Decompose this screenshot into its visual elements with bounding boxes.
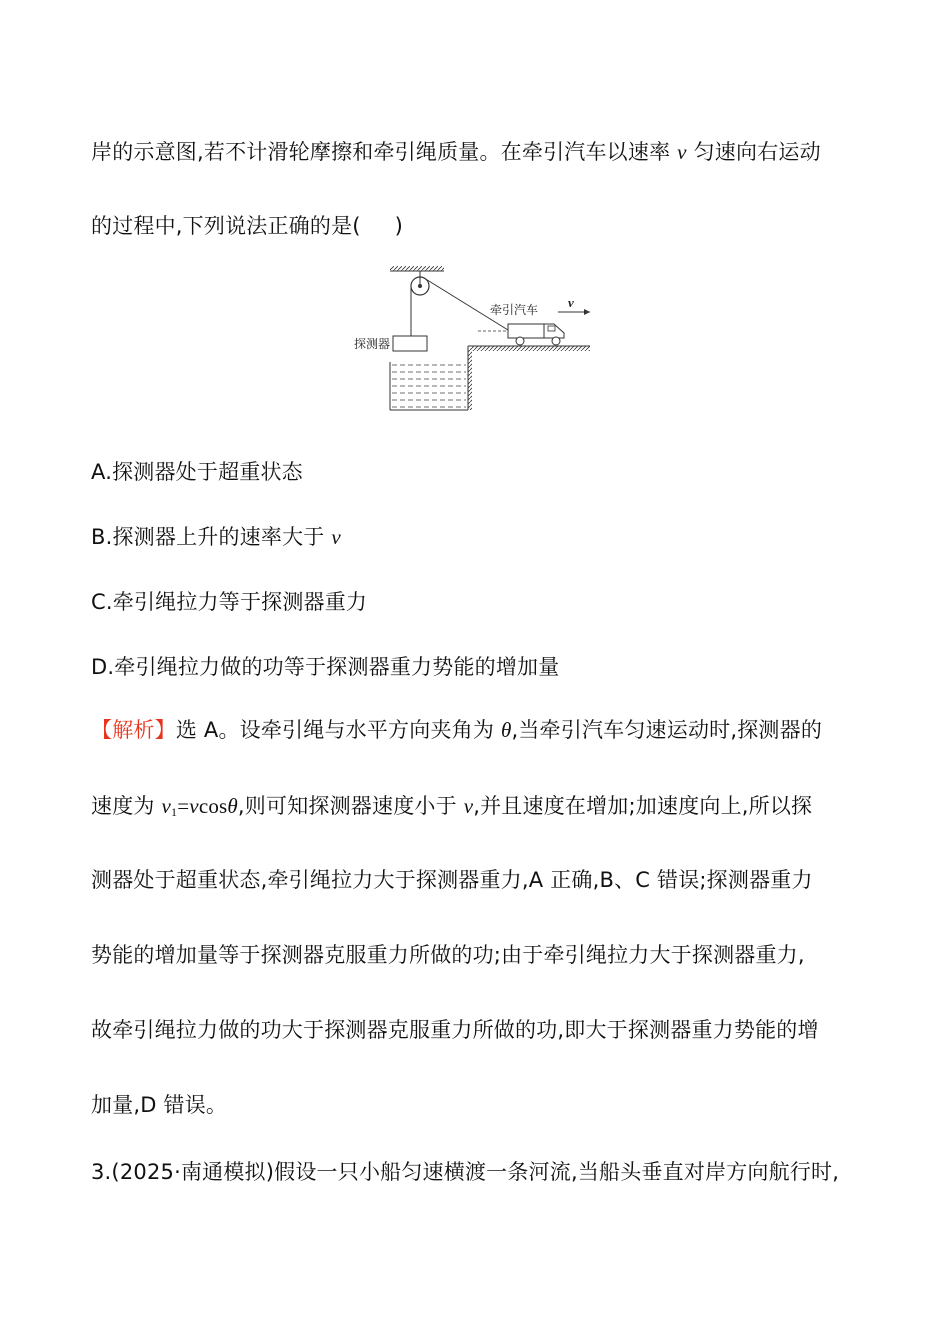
bank-wall-hatch: [468, 348, 472, 410]
analysis-line-6: [91, 1091, 861, 1119]
analysis-line-5: [91, 1016, 861, 1044]
theta-symbol-2: θ: [227, 794, 238, 818]
option-a-text: A.探测器处于超重状态: [91, 460, 303, 484]
velocity-arrow-head: [584, 309, 590, 315]
question-text-1a: 岸的示意图,若不计滑轮摩擦和牵引绳质量。在牵引汽车以速率: [91, 140, 671, 164]
option-b: [91, 523, 861, 551]
v-symbol-2: v: [463, 794, 474, 818]
question-text-2a: 的过程中,下列说法正确的是(: [91, 214, 361, 238]
water-surface: [392, 365, 466, 407]
next-question-text: 3.(2025·南通模拟)假设一只小船匀速横渡一条河流,当船头垂直对岸方向航行时,: [91, 1160, 840, 1184]
pulley-diagram: [350, 262, 600, 414]
ground-hatch: [472, 346, 590, 351]
cos-function: cos: [198, 794, 228, 818]
analysis-text-6: 加量,D 错误。: [91, 1093, 228, 1117]
analysis-line-1: [91, 716, 861, 744]
analysis-line-2: [91, 792, 861, 826]
analysis-text-1a: 选 A。设牵引绳与水平方向夹角为: [175, 718, 495, 742]
option-c-text: C.牵引绳拉力等于探测器重力: [91, 590, 368, 614]
pulley-axle: [418, 284, 422, 288]
question-line-2: [91, 212, 861, 240]
analysis-text-1b: ,当牵引汽车匀速运动时,探测器的: [511, 718, 823, 742]
analysis-text-5: 故牵引绳拉力做的功大于探测器克服重力所做的功,即大于探测器重力势能的增: [91, 1018, 819, 1042]
probe-label: 探测器: [354, 337, 391, 351]
analysis-text-2a: 速度为: [91, 794, 155, 818]
question-line-1: [91, 138, 861, 166]
next-question-line-1: [91, 1158, 861, 1186]
v1-subscript: 1: [171, 805, 178, 819]
ceiling-hatch: [390, 266, 444, 271]
option-c: [91, 588, 861, 616]
option-b-var: v: [331, 525, 341, 549]
velocity-label: v: [568, 295, 574, 310]
analysis-text-3: 测器处于超重状态,牵引绳拉力大于探测器重力,A 正确,B、C 错误;探测器重力: [91, 868, 813, 892]
option-a: [91, 458, 861, 486]
truck-icon: [508, 324, 564, 345]
analysis-line-3: [91, 866, 861, 894]
option-d-text: D.牵引绳拉力做的功等于探测器重力势能的增加量: [91, 655, 560, 679]
truck-label: 牵引汽车: [490, 303, 539, 317]
probe-box: [393, 336, 427, 351]
v-symbol: v: [189, 794, 199, 818]
v1-symbol: v: [161, 794, 172, 818]
question-text-1b: 匀速向右运动: [693, 140, 821, 164]
analysis-tag: 【解析】: [91, 718, 176, 742]
analysis-text-2c: ,并且速度在增加;加速度向上,所以探: [473, 794, 813, 818]
question-text-2b: ): [394, 214, 404, 238]
option-d: [91, 653, 861, 681]
analysis-line-4: [91, 941, 861, 969]
velocity-symbol: v: [677, 140, 687, 164]
analysis-text-4: 势能的增加量等于探测器克服重力所做的功;由于牵引绳拉力大于探测器重力,: [91, 943, 805, 967]
option-b-text: B.探测器上升的速率大于: [91, 525, 325, 549]
analysis-text-2b: ,则可知探测器速度小于: [237, 794, 457, 818]
theta-symbol: θ: [500, 718, 512, 742]
equals-sign: =: [177, 794, 190, 818]
